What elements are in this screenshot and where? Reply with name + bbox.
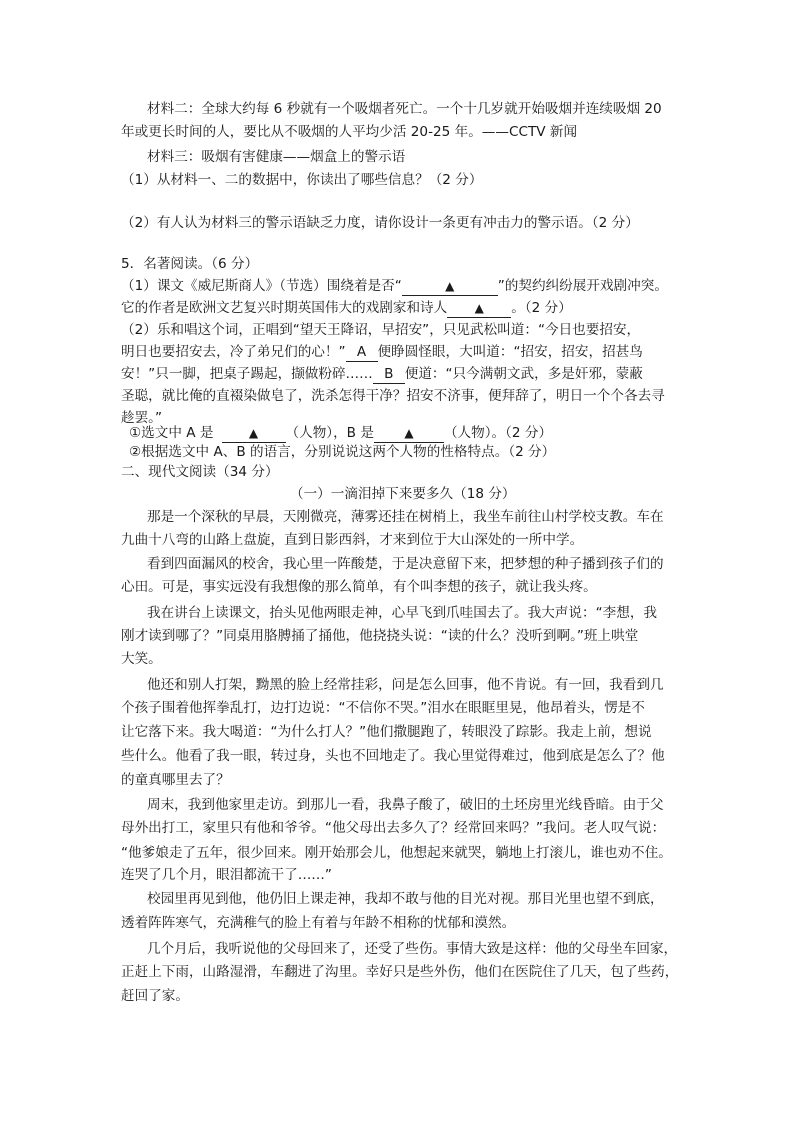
material3: 材料三：吸烟有害健康——烟盒上的警示语 xyxy=(147,149,406,165)
passage-line: 大笑。 xyxy=(121,651,162,667)
q5-part2-line1: （2）乐和唱这个词，正唱到“望天王降诏，早招安”，只见武松叫道：“今日也要招安， xyxy=(121,322,641,338)
passage-line: 我在讲台上读课文，抬头见他两眼走神，心早飞到爪哇国去了。我大声说：“李想，我 xyxy=(147,605,658,621)
passage-line: 那是一个深秋的早晨，天刚微亮，薄雾还挂在树梢上，我坐车前往山村学校支教。车在 xyxy=(147,509,664,525)
material2-line2: 年或更长时间的人，要比从不吸烟的人平均少活 20-25 年。——CCTV 新闻 xyxy=(121,124,578,140)
passage-line: 的童真哪里去了？ xyxy=(121,772,230,788)
passage-line: 周末，我到他家里走访。到那儿一看，我鼻子酸了，破旧的土坯房里光线昏暗。由于父 xyxy=(147,797,664,813)
q5-part1-text-c: 它的作者是欧洲文艺复兴时期英国伟大的戏剧家和诗人 xyxy=(121,300,448,316)
question-1: （1）从材料一、二的数据中，你读出了哪些信息？（2 分） xyxy=(121,172,483,188)
question-2: （2）有人认为材料三的警示语缺乏力度，请你设计一条更有冲击力的警示语。（2 分） xyxy=(121,215,639,231)
q5-sub2: ②根据选文中 A、B 的语言，分别说说这两个人物的性格特点。（2 分） xyxy=(129,444,556,460)
passage-line: 些什么。他看了我一眼，转过身，头也不回地走了。我心里觉得难过，他到底是怎么了？他 xyxy=(121,748,665,764)
passage-line: 透着阵阵寒气，充满稚气的脸上有着与年龄不相称的忧郁和漠然。 xyxy=(121,915,516,931)
blank-b: B xyxy=(373,365,405,384)
passage-line: 正赶上下雨，山路湿滑，车翻进了沟里。幸好只是些外伤，他们在医院住了几天，包了些药， xyxy=(121,964,679,980)
passage-line: 连哭了几个月，眼泪都流干了……” xyxy=(121,867,332,883)
passage-line: 赶回了家。 xyxy=(121,988,189,1004)
q5-part1-text-a: （1）课文《威尼斯商人》（节选）围绕着是否“ xyxy=(121,278,402,294)
q5-part2-text-c: 安！”只一脚，把桌子踢起，撷做粉碎…… xyxy=(121,366,373,382)
triangle-icon: ▲ xyxy=(474,301,484,315)
passage-line: 九曲十八弯的山路上盘旋，直到日影西斜，才来到位于大山深处的一所中学。 xyxy=(121,532,584,548)
q5-part2-line3 xyxy=(121,363,643,385)
blank-a: A xyxy=(346,343,378,362)
passage-line: 他还和别人打架，黝黑的脸上经常挂彩，问是怎么回事，他不肯说。有一回，我看到几 xyxy=(147,677,664,693)
material2-line1: 材料二：全球大约每 6 秒就有一个吸烟者死亡。一个十几岁就开始吸烟并连续吸烟 20 xyxy=(147,101,662,117)
passage-line: 让它落下来。我大喝道：“为什么打人？”他们撒腿跑了，转眼没了踪影。我走上前，想说 xyxy=(121,724,652,740)
q5-sub1-text-b: （人物），B 是 xyxy=(285,425,374,441)
passage-line: 心田。可是，事实远没有我想像的那么简单，有个叫李想的孩子，就让我头疼。 xyxy=(121,579,597,595)
triangle-icon: ▲ xyxy=(445,279,455,293)
passage-title: （一）一滴泪掉下来要多久（18 分） xyxy=(290,486,516,502)
q5-part1-line1 xyxy=(121,275,668,297)
passage-line: 母外出打工，家里只有他和爷爷。“他父母出去多久了？经常回来吗？”我问。老人叹气说： xyxy=(121,820,666,836)
q5-sub1-text-a: ①选文中 A 是 xyxy=(129,425,214,441)
passage-line: 个孩子围着他挥拳乱打，边打边说：“不信你不哭。”泪水在眼眶里晃，他昂着头，愣是不 xyxy=(121,700,645,716)
passage-line: 校园里再见到他，他仍旧上课走神，我却不敢与他的目光对视。那目光里也望不到底， xyxy=(147,891,664,907)
q5-sub1-text-c: （人物）。（2 分） xyxy=(443,425,553,441)
passage-line: 看到四面漏风的校舍，我心里一阵酸楚，于是决意留下来，把梦想的种子播到孩子们的 xyxy=(147,556,664,572)
q5-part2-text-a: 明日也要招安去，冷了弟兄们的心！” xyxy=(121,344,346,360)
q5-part1-text-b: ”的契约纠纷展开戏剧冲突。 xyxy=(497,278,668,294)
q5-part2-text-d: 便道：“只今满朝文武，多是奸邪，蒙蔽 xyxy=(404,366,643,382)
q5-title: 5．名著阅读。（6 分） xyxy=(121,256,259,272)
q5-part2-line2 xyxy=(121,341,643,363)
passage-line: “他爹娘走了五年，很少回来。刚开始那会儿，他想起来就哭，躺地上打滚儿，谁也劝不住。 xyxy=(121,845,672,861)
answer-blank[interactable] xyxy=(447,299,511,318)
q5-part1-text-d: 。（2 分） xyxy=(511,300,572,316)
q5-part2-text-b: 便睁圆怪眼，大叫道：“招安，招安，招甚鸟 xyxy=(377,344,643,360)
triangle-icon: ▲ xyxy=(248,426,259,440)
answer-blank[interactable] xyxy=(402,277,498,296)
passage-line: 几个月后，我听说他的父母回来了，还受了些伤。事情大致是这样：他的父母坐车回家， xyxy=(147,941,678,957)
section2-heading: 二、现代文阅读（34 分） xyxy=(121,464,279,480)
triangle-icon: ▲ xyxy=(404,426,414,440)
q5-part2-line4: 圣聪，就比俺的直裰染做皂了，洗杀怎得干净？招安不济事，便拜辞了，明日一个个各去寻 xyxy=(121,388,665,404)
q5-part1-line2 xyxy=(121,297,572,319)
q5-part2-line5: 趁罢。” xyxy=(121,410,163,426)
passage-line: 刚才读到哪了？”同桌用胳膊捅了捅他，他挠挠头说：“读的什么？没听到啊。”班上哄堂 xyxy=(121,628,639,644)
